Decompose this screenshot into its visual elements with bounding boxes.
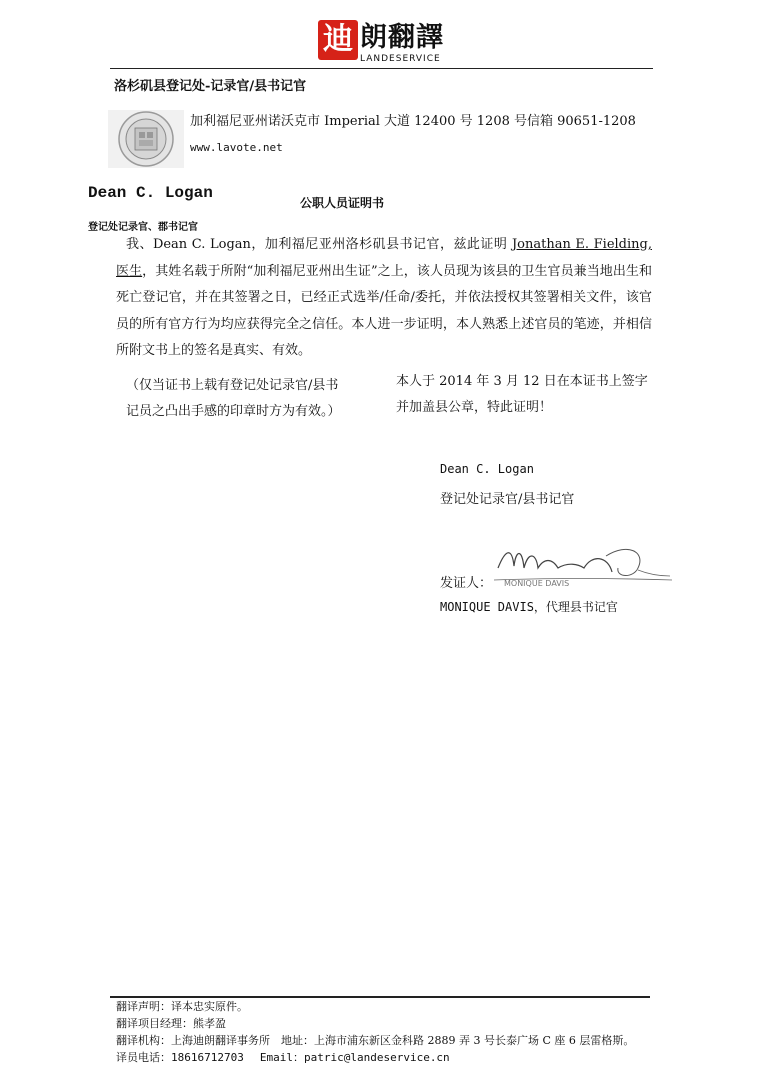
signature-statement: 本人于 2014 年 3 月 12 日在本证书上签字并加盖县公章，特此证明！	[396, 374, 648, 415]
footer-phone: 18616712703	[171, 1051, 244, 1064]
county-seal-icon	[108, 110, 184, 168]
document-title: 公职人员证明书	[300, 196, 385, 210]
logo-wordmark: 朗翻譯	[360, 22, 444, 53]
certificate-body	[116, 232, 652, 365]
clerk-title: 登记处记录官/县书记官	[440, 492, 575, 507]
footer-agency: 翻译机构：上海迪朗翻译事务所 地址：上海市浦东新区金科路 2889 弄 3 号长泰广场 C 座 6 层雷格斯。	[116, 1034, 635, 1047]
office-title: 洛杉矶县登记处-记录官/县书记官	[114, 79, 307, 94]
official-name: Jonathan E. Fielding, 医生	[116, 237, 652, 279]
footer-contact	[116, 1049, 634, 1066]
footer-phone-label: 译员电话：	[116, 1051, 171, 1064]
handwritten-signature	[488, 538, 678, 590]
footer-statement: 翻译声明：译本忠实原件。	[116, 1000, 248, 1013]
body-main: ，其姓名载于所附“加利福尼亚州出生证”之上，该人员现为该县的卫生官员兼当地出生和死亡登记官，并在其签署之日，已经正式选举/任命/委托，并依法授权其签署相关文件，该官员的所有官方行为均应获得完全之信任。本人进一步证明，本人熟悉上述官员的笔迹，并相信所附文书上的签名是真实、有效。	[116, 263, 652, 358]
footer-email: patric@landeservice.cn	[303, 1051, 450, 1064]
footer-email-label: Email：	[259, 1051, 304, 1064]
logo-mark: 迪	[318, 20, 358, 60]
clerk-name: Dean C. Logan	[440, 462, 534, 476]
issuer-name: MONIQUE DAVIS，代理县书记官	[440, 600, 618, 614]
signer-role: 登记处记录官、郡书记官	[88, 222, 198, 233]
signature-printed-name: MONIQUE DAVIS	[504, 579, 570, 588]
office-address: 加利福尼亚州诺沃克市 Imperial 大道 12400 号 1208 号信箱 90651-1208	[190, 114, 636, 129]
logo-subtitle: LANDESERVICE	[360, 54, 441, 64]
body-intro: 我、Dean C. Logan，加利福尼亚州洛杉矶县书记官，兹此证明	[126, 237, 512, 252]
validity-note: （仅当证书上载有登记处记录官/县书记员之凸出手感的印章时方为有效。）	[126, 378, 341, 419]
footer-manager: 翻译项目经理：熊孝盈	[116, 1017, 226, 1030]
office-website: www.lavote.net	[190, 141, 283, 154]
translation-footer	[116, 998, 634, 1066]
signer-name: Dean C. Logan	[88, 184, 213, 202]
issuer-label: 发证人：	[440, 576, 493, 591]
header-rule	[110, 68, 653, 69]
